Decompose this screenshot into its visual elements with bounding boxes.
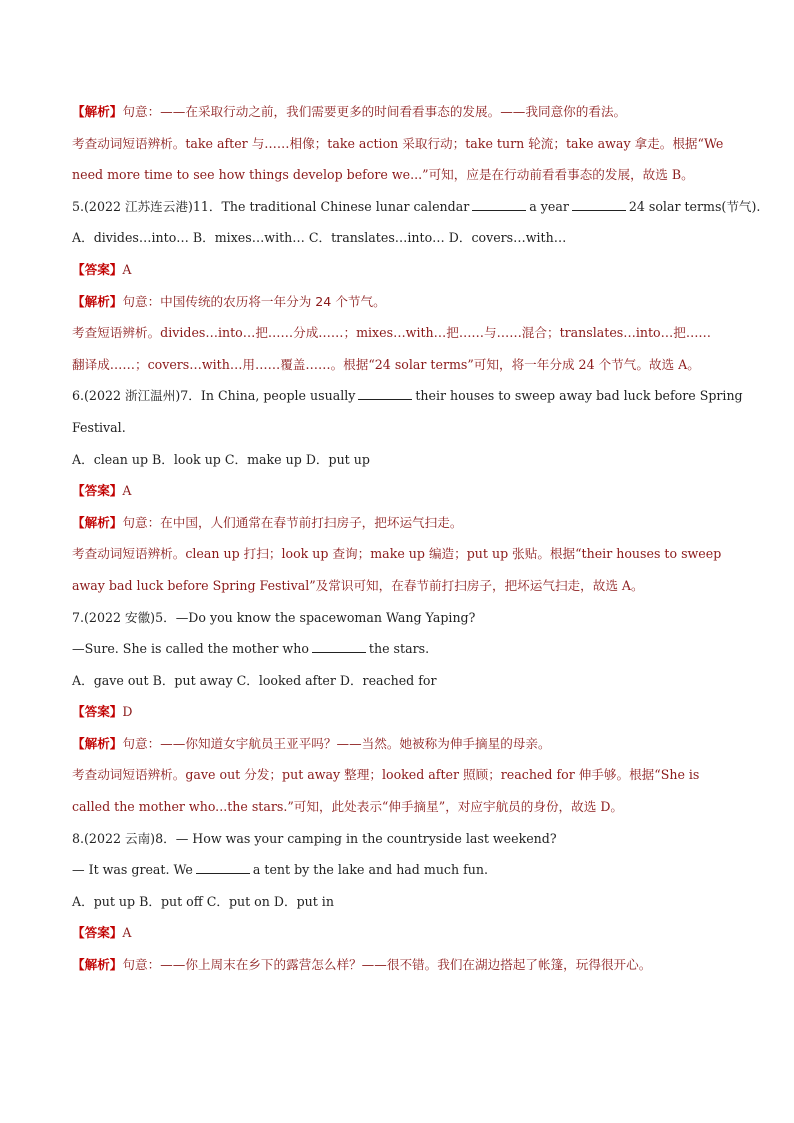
answer-blank (196, 863, 250, 874)
question-8-line2 (72, 854, 724, 886)
question-text: 24 solar terms(节气). (628, 198, 761, 214)
analysis-text: need more time to see how things develop before we...”可知，应是在行动前看看事态的发展，故选 B。 (72, 167, 694, 183)
answer-line (72, 917, 724, 949)
question-text: —Sure. She is called the mother who (72, 641, 309, 657)
answer-blank (472, 200, 526, 211)
question-options: A．put up B．put off C．put on D．put in (72, 893, 334, 909)
analysis-line (72, 507, 724, 539)
question-text: 5.(2022 江苏连云港)11．The traditional Chinese lunar calendar (72, 198, 470, 214)
analysis-meaning: 句意：——你上周末在乡下的露营怎么样？——很不错。我们在湖边搭起了帐篷，玩得很开心。 (122, 957, 652, 973)
answer-tag: 【答案】 (72, 925, 123, 941)
answer-blank (572, 200, 626, 211)
question-8: 8.(2022 云南)8．— How was your camping in the countryside last weekend? (72, 830, 557, 846)
answer-value: A (122, 483, 132, 499)
question-options: A．clean up B．look up C．make up D．put up (72, 451, 370, 467)
analysis-meaning: 句意：中国传统的农历将一年分为 24 个节气。 (122, 293, 386, 309)
analysis-text: called the mother who...the stars.”可知，此处表示“伸手摘星”，对应宇航员的身份，故选 D。 (72, 799, 624, 815)
analysis-text: away bad luck before Spring Festival”及常识可知，在春节前打扫房子，把坏运气扫走，故选 A。 (72, 577, 644, 593)
analysis-text: 考查短语辨析。divides…into…把……分成……；mixes…with…把……与……混合；translates…into…把…… (72, 325, 712, 341)
answer-blank (358, 389, 412, 400)
analysis-text: 考查动词短语辨析。clean up 打扫；look up 查询；make up 编造；put up 张贴。根据“their houses to sweep (72, 546, 722, 562)
answer-tag: 【答案】 (72, 704, 123, 720)
question-options: A．divides…into… B．mixes…with… C．translates…into… D．covers…with… (72, 230, 567, 246)
analysis-text: 翻译成……；covers…with…用……覆盖……。根据“24 solar terms”可知，将一年分成 24 个节气。故选 A。 (72, 356, 700, 372)
analysis-line (72, 96, 724, 128)
question-text: a year (529, 198, 569, 214)
analysis-meaning: 句意：在中国，人们通常在春节前打扫房子，把坏运气扫走。 (122, 514, 463, 530)
question-6 (72, 380, 743, 412)
question-text: the stars. (368, 641, 430, 657)
question-options: A．gave out B．put away C．looked after D．reached for (72, 672, 437, 688)
analysis-text: 考查动词短语辨析。gave out 分发；put away 整理；looked after 照顾；reached for 伸手够。根据“She is (72, 767, 700, 783)
answer-value: A (122, 261, 132, 277)
answer-value: A (122, 925, 132, 941)
analysis-text: 考查动词短语辨析。take after 与……相像；take action 采取行动；take turn 轮流；take away 拿走。根据“We (72, 135, 724, 151)
question-7: 7.(2022 安徽)5．—Do you know the spacewoman Wang Yaping? (72, 609, 476, 625)
analysis-line (72, 286, 724, 318)
analysis-line (72, 728, 724, 760)
analysis-tag: 【解析】 (72, 293, 123, 309)
analysis-tag: 【解析】 (72, 104, 123, 119)
analysis-tag: 【解析】 (72, 957, 123, 973)
question-text: 6.(2022 浙江温州)7．In China, people usually (72, 388, 356, 404)
question-5 (72, 191, 761, 223)
answer-tag: 【答案】 (72, 261, 123, 277)
answer-tag: 【答案】 (72, 483, 123, 499)
analysis-meaning: 句意：——你知道女宇航员王亚平吗？——当然。她被称为伸手摘星的母亲。 (122, 735, 551, 751)
answer-blank (312, 642, 366, 653)
analysis-meaning: 句意：——在采取行动之前，我们需要更多的时间看看事态的发展。——我同意你的看法。 (122, 104, 627, 119)
question-7-line2 (72, 633, 724, 665)
question-text-continued: Festival. (72, 419, 126, 435)
question-text: their houses to sweep away bad luck before Spring (415, 388, 743, 404)
analysis-line (72, 949, 724, 981)
answer-value: D (122, 704, 133, 720)
answer-line (72, 696, 724, 728)
analysis-tag: 【解析】 (72, 514, 123, 530)
document-page (72, 96, 761, 981)
answer-line (72, 475, 724, 507)
question-text: a tent by the lake and had much fun. (252, 862, 488, 878)
analysis-tag: 【解析】 (72, 735, 123, 751)
answer-line (72, 254, 724, 286)
question-text: — It was great. We (72, 862, 193, 878)
